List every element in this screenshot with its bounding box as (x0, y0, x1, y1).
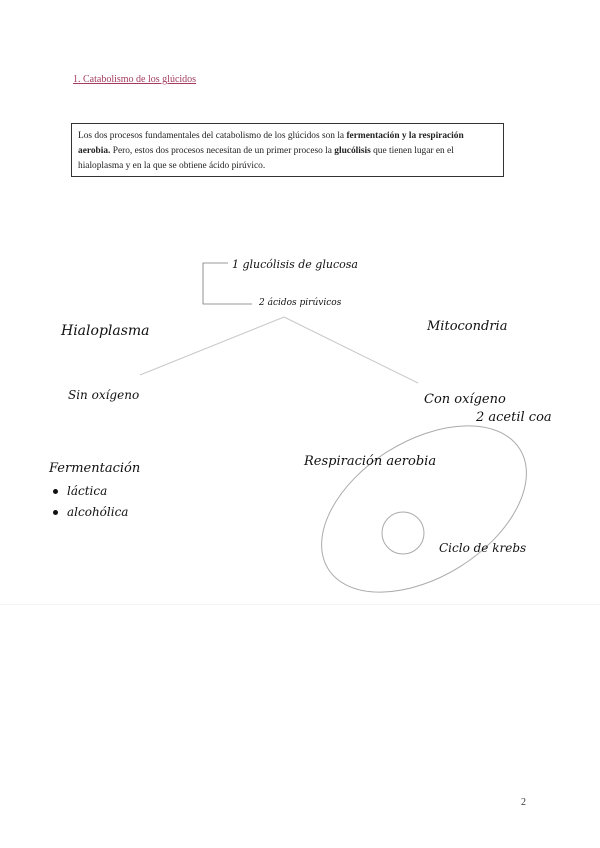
hialoplasma-label: Hialoplasma (61, 323, 150, 339)
section-heading: 1. Catabolismo de los glúcidos (73, 74, 197, 85)
bullet-icon (53, 489, 58, 494)
sin-oxigeno-label: Sin oxígeno (68, 388, 140, 402)
intro-bold-1: fermentación y la respiración aerobia. (78, 131, 464, 156)
piruvico-label: 2 ácidos pirúvicos (259, 298, 342, 308)
intro-text-3: que tienen lugar en el hialoplasma y en la que se obtiene ácido pirúvico. (78, 146, 454, 171)
branch-right-line (284, 317, 418, 383)
fermentacion-item-alcoholica: alcohólica (67, 505, 129, 519)
page-number: 2 (521, 797, 526, 808)
intro-text-1: Los dos procesos fundamentales del catabolismo de los glúcidos son la (78, 131, 347, 141)
respiration-ellipse (292, 391, 556, 626)
respiracion-label: Respiración aerobia (304, 454, 437, 469)
krebs-label: Ciclo de krebs (439, 541, 527, 555)
list-item (50, 502, 128, 523)
intro-bold-2: glucólisis (334, 146, 371, 156)
fermentacion-item-lactica: láctica (67, 484, 108, 498)
mitocondria-label: Mitocondria (427, 319, 508, 334)
intro-text-2: Pero, estos dos procesos necesitan de un primer proceso la (110, 146, 335, 156)
acetil-label: 2 acetil coa (476, 410, 552, 425)
bullet-icon (53, 510, 58, 515)
glucolisis-label: 1 glucólisis de glucosa (232, 258, 358, 271)
fermentacion-list (50, 481, 128, 523)
page-divider (0, 604, 600, 605)
list-item (50, 481, 128, 502)
branch-left-line (140, 317, 284, 375)
fermentacion-title: Fermentación (49, 461, 141, 476)
krebs-circle (382, 512, 424, 554)
con-oxigeno-label: Con oxígeno (424, 392, 506, 407)
